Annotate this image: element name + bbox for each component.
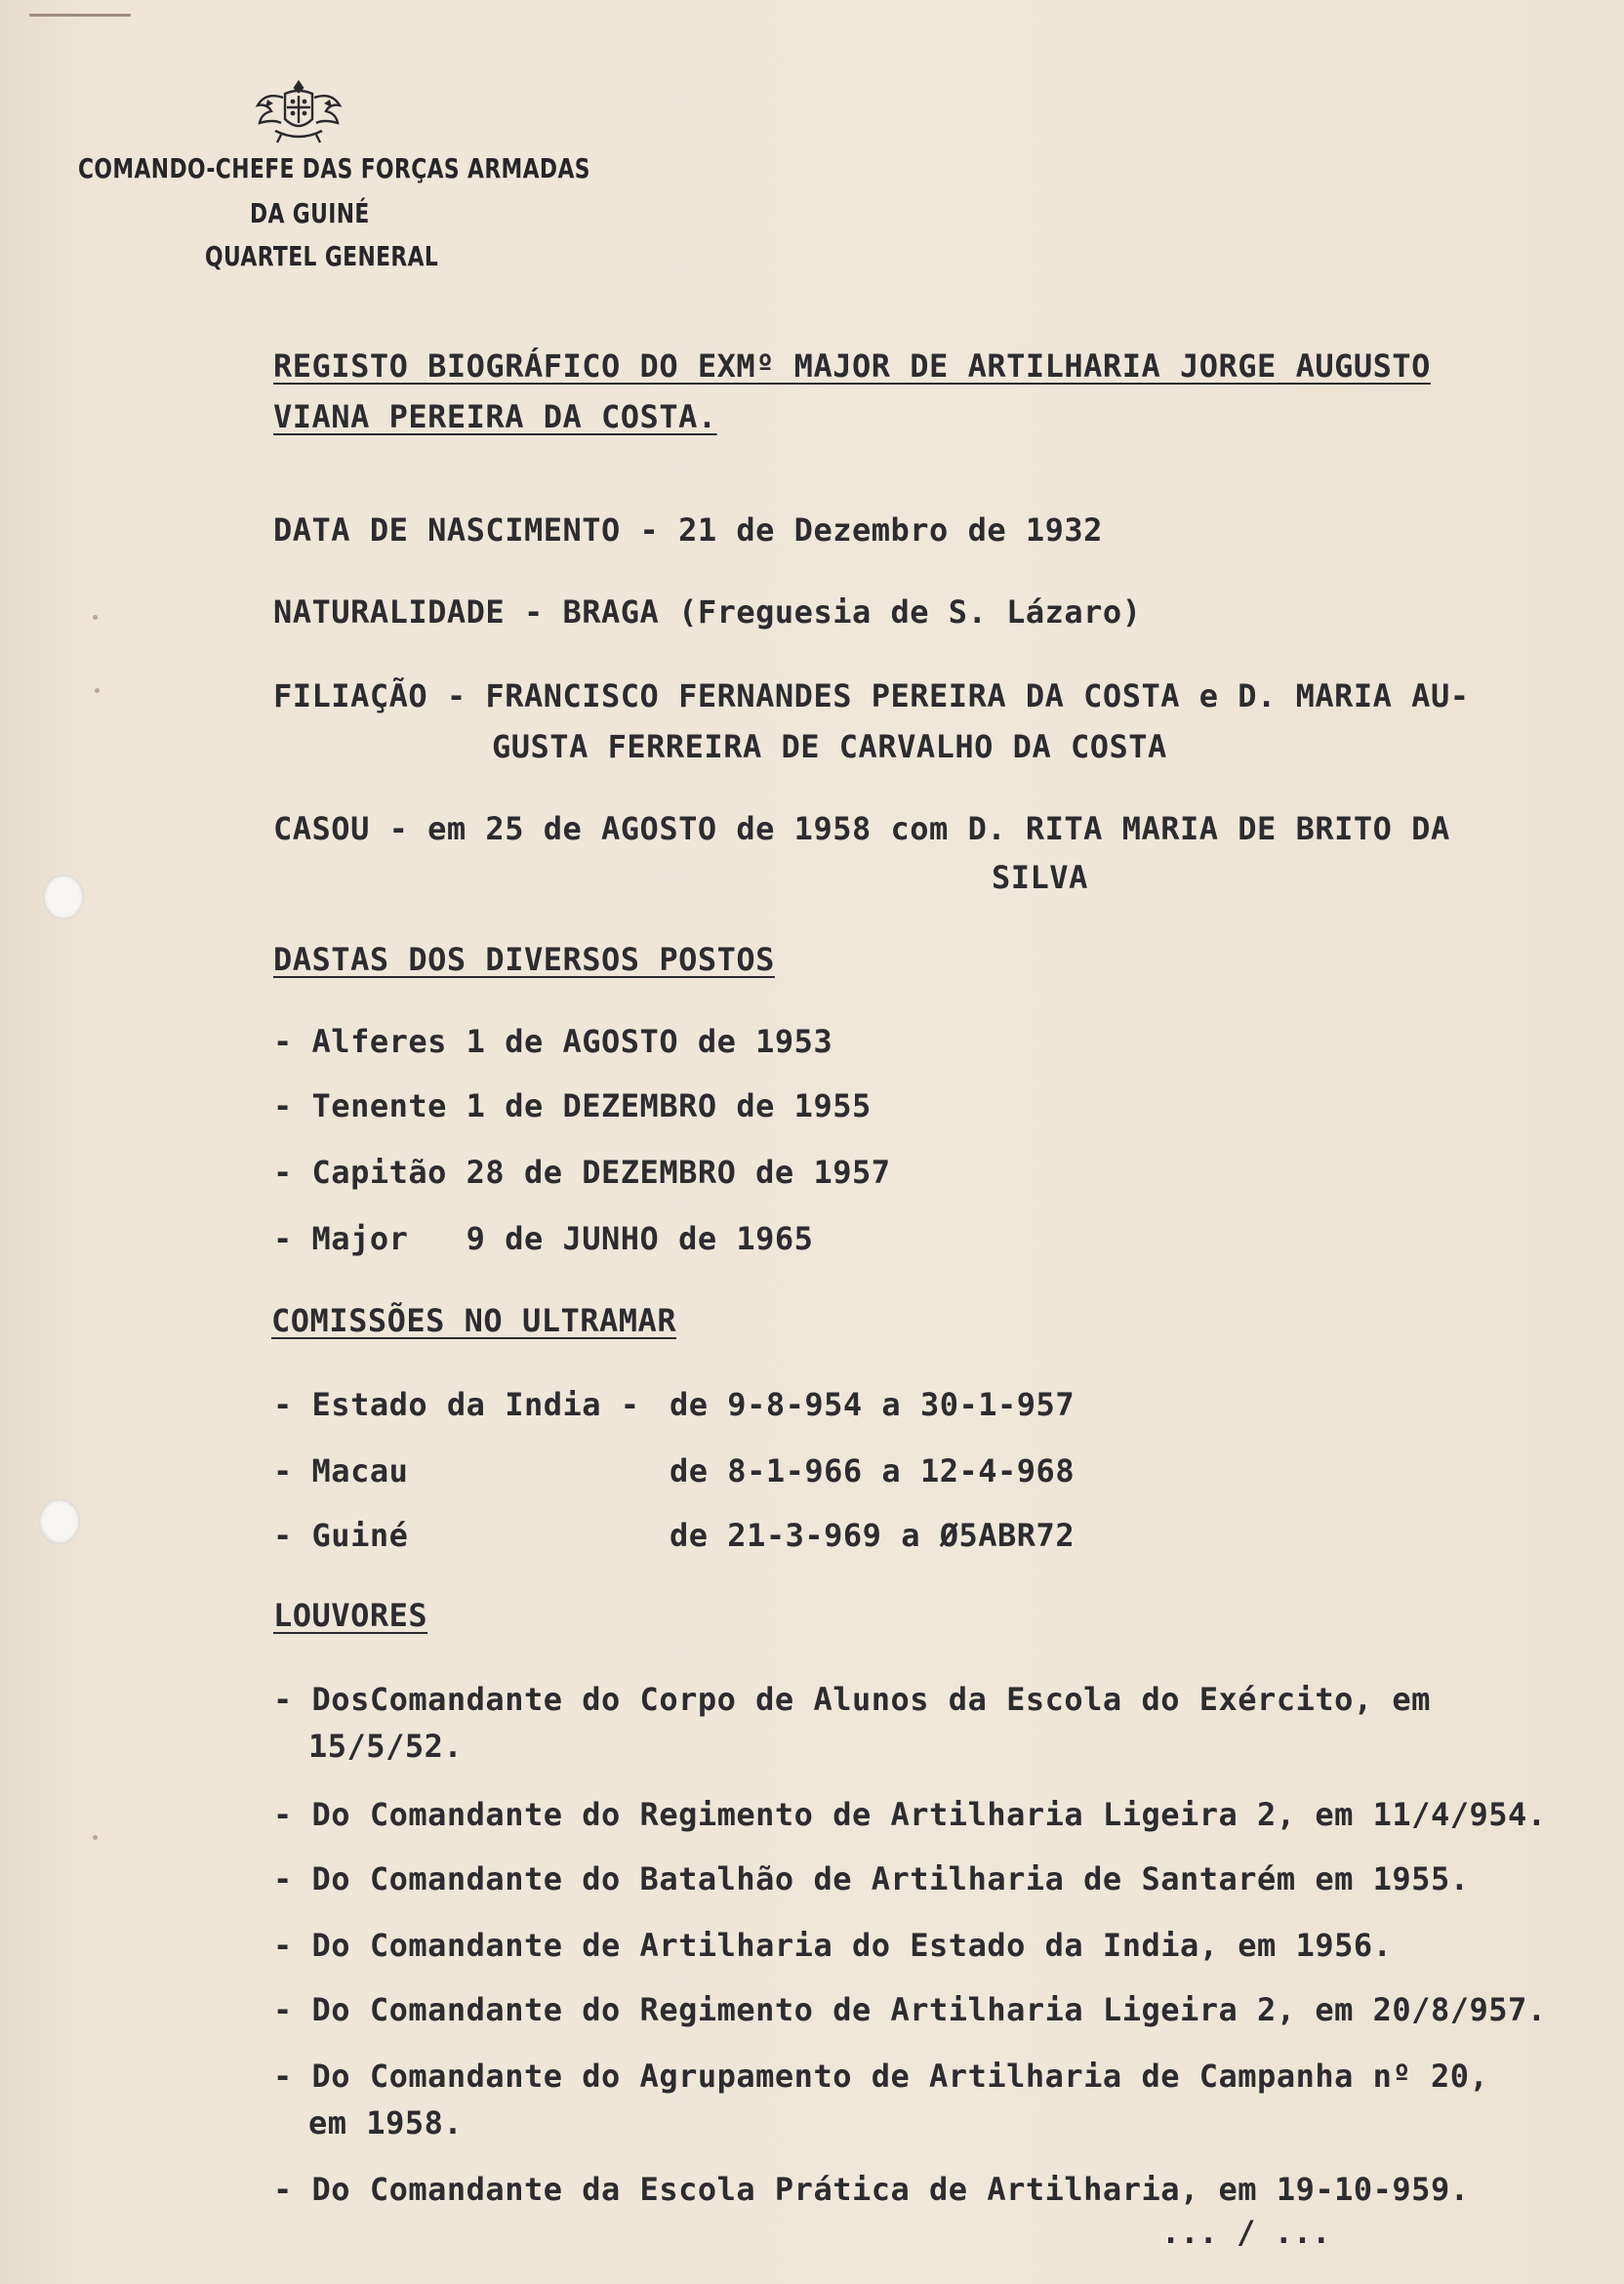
- louvor-item: - Do Comandante da Escola Prática de Artilharia, em 19-10-959.: [273, 2171, 1470, 2208]
- ink-mark: [29, 14, 131, 17]
- posto-item: - Alferes 1 de AGOSTO de 1953: [273, 1023, 833, 1060]
- casou-line-1: CASOU - em 25 de AGOSTO de 1958 com D. RITA MARIA DE BRITO DA: [273, 810, 1450, 847]
- header-line-1: COMANDO-CHEFE DAS FORÇAS ARMADAS: [78, 152, 590, 184]
- comissao-place: - Guiné: [273, 1517, 409, 1554]
- paper-speck: [93, 1835, 98, 1840]
- comissao-dates: de 21-3-969 a Ø5ABR72: [670, 1517, 1076, 1554]
- document-title-line-2: VIANA PEREIRA DA COSTA.: [273, 398, 717, 435]
- document-title-line-1: REGISTO BIOGRÁFICO DO EXMº MAJOR DE ARTILHARIA JORGE AUGUSTO: [273, 347, 1431, 385]
- louvor-item: - Do Comandante do Agrupamento de Artilharia de Campanha nº 20,: [273, 2058, 1489, 2095]
- punch-hole: [39, 1499, 80, 1544]
- casou-line-2: SILVA: [992, 859, 1088, 896]
- posto-item: - Capitão 28 de DEZEMBRO de 1957: [273, 1154, 891, 1191]
- paper-speck: [95, 688, 100, 693]
- louvor-item: - DosComandante do Corpo de Alunos da Escola do Exército, em: [273, 1681, 1431, 1718]
- punch-hole: [43, 875, 84, 919]
- posto-item: - Tenente 1 de DEZEMBRO de 1955: [273, 1087, 872, 1124]
- louvor-item: - Do Comandante de Artilharia do Estado da India, em 1956.: [273, 1927, 1393, 1964]
- continuation-mark: ... / ...: [1161, 2214, 1331, 2251]
- louvor-item-continuation: 15/5/52.: [308, 1728, 464, 1765]
- naturalidade: NATURALIDADE - BRAGA (Freguesia de S. Lázaro): [273, 593, 1142, 631]
- birth-date: DATA DE NASCIMENTO - 21 de Dezembro de 1932: [273, 511, 1103, 549]
- comissao-dates: de 9-8-954 a 30-1-957: [670, 1386, 1076, 1423]
- louvor-item-continuation: em 1958.: [308, 2104, 464, 2141]
- postos-heading: DASTAS DOS DIVERSOS POSTOS: [273, 941, 775, 978]
- coat-of-arms-emblem: [252, 78, 345, 146]
- filiacao-line-1: FILIAÇÃO - FRANCISCO FERNANDES PEREIRA DA COSTA e D. MARIA AU-: [273, 677, 1470, 714]
- comissao-place: - Macau: [273, 1452, 409, 1489]
- header-line-2: DA GUINÉ: [250, 197, 370, 229]
- comissao-dates: de 8-1-966 a 12-4-968: [670, 1452, 1076, 1489]
- louvor-item: - Do Comandante do Regimento de Artilharia Ligeira 2, em 11/4/954.: [273, 1796, 1547, 1833]
- posto-item: - Major 9 de JUNHO de 1965: [273, 1220, 814, 1257]
- header-line-3: QUARTEL GENERAL: [205, 240, 439, 272]
- comissoes-heading: COMISSÕES NO ULTRAMAR: [271, 1302, 677, 1339]
- paper-speck: [93, 615, 98, 620]
- filiacao-line-2: GUSTA FERREIRA DE CARVALHO DA COSTA: [492, 728, 1167, 765]
- louvor-item: - Do Comandante do Regimento de Artilharia Ligeira 2, em 20/8/957.: [273, 1991, 1547, 2028]
- louvores-heading: LOUVORES: [273, 1597, 428, 1634]
- comissao-place: - Estado da India -: [273, 1386, 640, 1423]
- louvor-item: - Do Comandante do Batalhão de Artilharia de Santarém em 1955.: [273, 1860, 1470, 1897]
